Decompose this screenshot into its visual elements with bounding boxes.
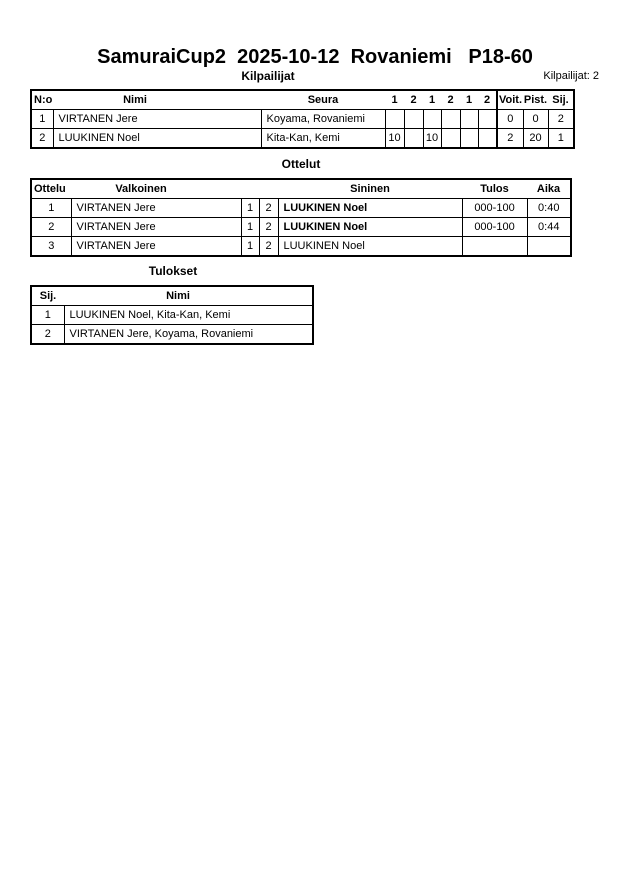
score-cell xyxy=(441,110,460,129)
col-header-nimi: Nimi xyxy=(64,286,313,306)
table-row xyxy=(31,237,571,257)
table-row xyxy=(31,199,571,218)
col-header-valkoinen: Valkoinen xyxy=(71,179,278,199)
competitors-table xyxy=(30,89,575,149)
rank-cell: 2 xyxy=(548,110,574,129)
col-header-score: 1 xyxy=(423,90,441,110)
col-header-score: 2 xyxy=(478,90,497,110)
col-header-nimi: Nimi xyxy=(53,90,261,110)
score-cell xyxy=(478,110,497,129)
score-cell xyxy=(423,110,441,129)
matches-table xyxy=(30,178,572,257)
col-header-sij: Sij. xyxy=(548,90,574,110)
result-cell: 000-100 xyxy=(462,199,527,218)
table-header-row xyxy=(31,286,313,306)
corner-2-cell: 2 xyxy=(259,237,278,257)
score-cell xyxy=(478,129,497,149)
club-cell: Koyama, Rovaniemi xyxy=(261,110,385,129)
col-header-score: 2 xyxy=(404,90,423,110)
blue-player-cell: LUUKINEN Noel xyxy=(278,237,462,257)
club-cell: Kita-Kan, Kemi xyxy=(261,129,385,149)
score-cell xyxy=(460,110,478,129)
result-cell xyxy=(462,237,527,257)
col-header-sininen: Sininen xyxy=(278,179,462,199)
name-cell: LUUKINEN Noel, Kita-Kan, Kemi xyxy=(64,306,313,325)
col-header-voit: Voit. xyxy=(497,90,523,110)
col-header-sij: Sij. xyxy=(31,286,64,306)
score-cell xyxy=(385,110,404,129)
rank-cell: 1 xyxy=(548,129,574,149)
corner-2-cell: 2 xyxy=(259,218,278,237)
table-row xyxy=(31,325,313,345)
col-header-score: 2 xyxy=(441,90,460,110)
result-cell: 000-100 xyxy=(462,218,527,237)
score-cell: 10 xyxy=(385,129,404,149)
table-row xyxy=(31,129,574,149)
name-cell: VIRTANEN Jere xyxy=(53,110,261,129)
table-row xyxy=(31,110,574,129)
table-row xyxy=(31,306,313,325)
blue-player-cell: LUUKINEN Noel xyxy=(278,199,462,218)
white-player-cell: VIRTANEN Jere xyxy=(71,199,241,218)
col-header-no: N:o xyxy=(31,90,53,110)
white-player-cell: VIRTANEN Jere xyxy=(71,218,241,237)
rank-cell: 1 xyxy=(31,306,64,325)
no-cell: 2 xyxy=(31,129,53,149)
blue-player-cell: LUUKINEN Noel xyxy=(278,218,462,237)
col-header-aika: Aika xyxy=(527,179,571,199)
time-cell: 0:44 xyxy=(527,218,571,237)
match-no-cell: 2 xyxy=(31,218,71,237)
name-cell: VIRTANEN Jere, Koyama, Rovaniemi xyxy=(64,325,313,345)
time-cell: 0:40 xyxy=(527,199,571,218)
wins-cell: 0 xyxy=(497,110,523,129)
no-cell: 1 xyxy=(31,110,53,129)
col-header-seura: Seura xyxy=(261,90,385,110)
time-cell xyxy=(527,237,571,257)
score-cell xyxy=(441,129,460,149)
col-header-ottelu: Ottelu xyxy=(31,179,71,199)
page-title: SamuraiCup2 2025-10-12 Rovaniemi P18-60 xyxy=(97,46,533,68)
table-header-row xyxy=(31,179,571,199)
col-header-pist: Pist. xyxy=(523,90,548,110)
points-cell: 0 xyxy=(523,110,548,129)
table-row xyxy=(31,218,571,237)
score-cell xyxy=(404,129,423,149)
col-header-tulos: Tulos xyxy=(462,179,527,199)
white-player-cell: VIRTANEN Jere xyxy=(71,237,241,257)
competitors-section-title: Kilpailijat xyxy=(241,69,295,83)
rank-cell: 2 xyxy=(31,325,64,345)
corner-1-cell: 1 xyxy=(241,237,259,257)
wins-cell: 2 xyxy=(497,129,523,149)
score-cell: 10 xyxy=(423,129,441,149)
results-section-title: Tulokset xyxy=(148,264,198,278)
corner-2-cell: 2 xyxy=(259,199,278,218)
competitors-count: Kilpailijat: 2 xyxy=(543,70,599,82)
corner-1-cell: 1 xyxy=(241,199,259,218)
results-table xyxy=(30,285,314,345)
col-header-score: 1 xyxy=(460,90,478,110)
name-cell: LUUKINEN Noel xyxy=(53,129,261,149)
score-cell xyxy=(460,129,478,149)
points-cell: 20 xyxy=(523,129,548,149)
table-header-row xyxy=(31,90,574,110)
corner-1-cell: 1 xyxy=(241,218,259,237)
matches-section-title: Ottelut xyxy=(281,157,321,171)
score-cell xyxy=(404,110,423,129)
match-no-cell: 3 xyxy=(31,237,71,257)
match-no-cell: 1 xyxy=(31,199,71,218)
col-header-score: 1 xyxy=(385,90,404,110)
